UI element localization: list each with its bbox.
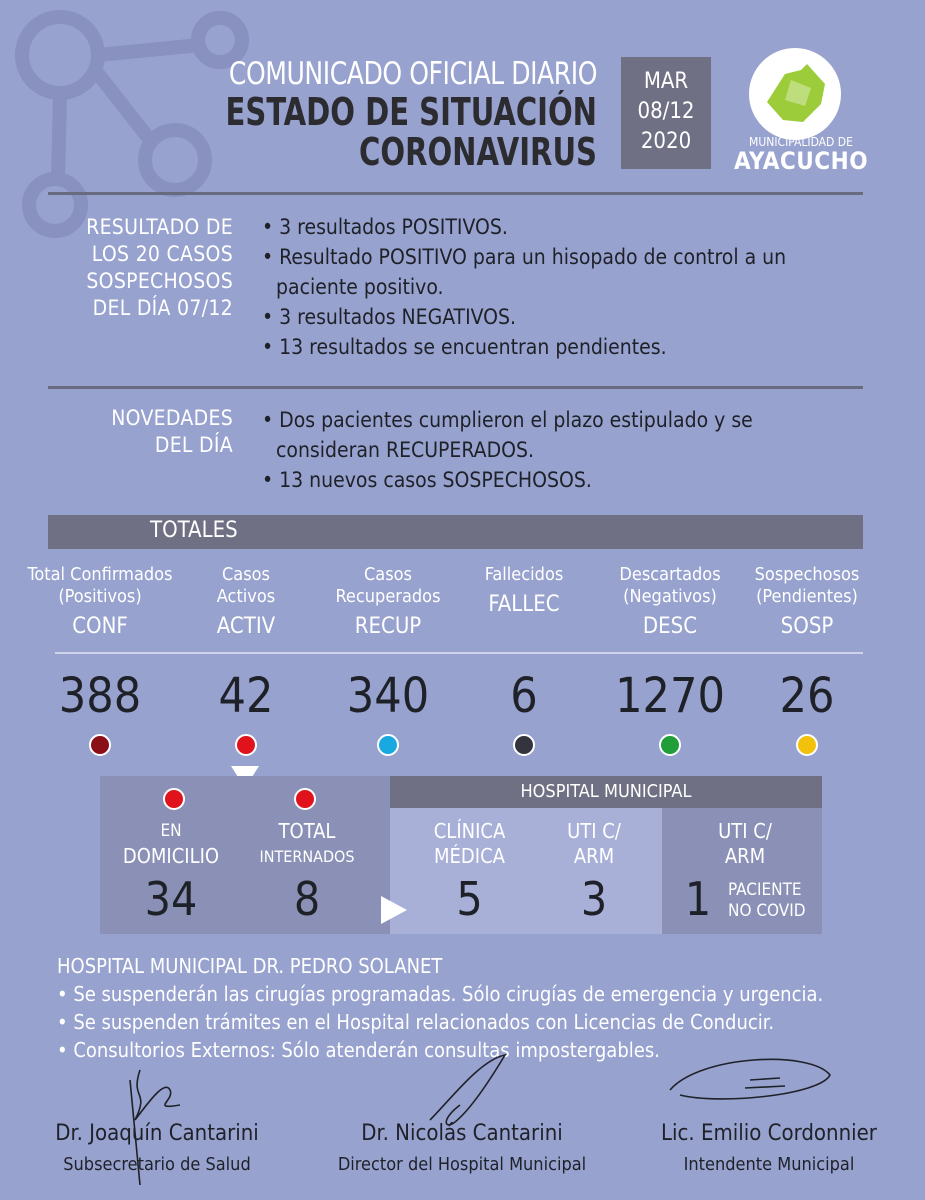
status-dot-icon [235,734,257,756]
total-value: 388 [58,668,142,724]
divider [48,192,863,195]
list-item: • Se suspenden trámites en el Hospital relacionados con Licencias de Conducir. [57,1010,775,1034]
news-label: NOVEDADES DEL DÍA [111,406,233,457]
list-item: • Resultado POSITIVO para un hisopado de control a un paciente positivo. [262,245,787,299]
total-column-sosp [732,564,882,639]
divider [55,652,863,654]
column-label-1: Total Confirmados [27,564,173,585]
date-box: MAR 08/12 2020 [621,57,711,169]
active-dot-icon [294,788,316,810]
active-dot-icon [163,788,185,810]
news-list [262,405,822,495]
signature-name: Dr. Nicolás Cantarini [361,1121,563,1146]
header-subtitle: COMUNICADO OFICIAL DIARIO [228,56,597,92]
column-code: FALLEC [488,592,560,617]
domicilio-label: EN DOMICILIO [122,821,220,868]
internados-label: TOTAL INTERNADOS [259,819,355,866]
total-value: 26 [779,668,835,724]
uti-nocovid-label: UTI C/ ARM [718,819,772,868]
column-code: SOSP [780,614,834,639]
total-column-desc [595,564,745,639]
total-value: 42 [218,668,274,724]
list-item: • 3 resultados POSITIVOS. [262,215,508,239]
uti-label: UTI C/ ARM [567,819,621,868]
hospital-title: HOSPITAL MUNICIPAL DR. PEDRO SOLANET [57,954,443,978]
list-item: • 13 nuevos casos SOSPECHOSOS. [262,468,592,492]
list-item: • Consultorios Externos: Sólo atenderán consultas impostergables. [57,1038,660,1062]
divider [48,386,863,389]
column-label-2: (Negativos) [623,586,717,607]
clinica-label: CLÍNICA MÉDICA [433,819,506,868]
results-label: RESULTADO DE LOS 20 CASOS SOSPECHOSOS DEL DÍA 07/12 [86,215,233,320]
totals-title: TOTALES [150,518,238,543]
column-code: CONF [72,614,128,639]
logo-text-small: MUNICIPALIDAD DE [749,135,853,149]
status-dot-icon [513,734,535,756]
signature-scribble-3 [660,1050,840,1110]
uti-nocovid-value: 1 [684,872,712,926]
signature-scribble-2 [410,1050,520,1130]
status-dot-icon [659,734,681,756]
hospital-notes [57,952,917,1064]
column-label-1: Casos [221,564,270,585]
status-dot-icon [377,734,399,756]
column-label-1: Descartados [619,564,721,585]
uti-nocovid-note: PACIENTE NO COVID [728,880,806,921]
list-item: • 13 resultados se encuentran pendientes. [262,335,667,359]
list-item: • 3 resultados NEGATIVOS. [262,305,517,329]
signature-role: Intendente Municipal [683,1154,855,1175]
total-column-recup [313,564,463,639]
logo-text-big: AYACUCHO [733,147,869,175]
total-column-conf [25,564,175,639]
header-title: ESTADO DE SITUACIÓN CORONAVIRUS [225,90,597,174]
column-label-2: (Pendientes) [756,586,858,607]
column-code: ACTIV [216,614,276,639]
status-dot-icon [796,734,818,756]
list-item: • Se suspenderán las cirugías programadas. Sólo cirugías de emergencia y urgencia. [57,982,824,1006]
total-value: 340 [346,668,430,724]
column-label-2: (Positivos) [58,586,142,607]
hospital-header: HOSPITAL MUNICIPAL [390,776,822,808]
list-item: • Dos pacientes cumplieron el plazo estipulado y se consideran RECUPERADOS. [262,408,753,462]
column-label-1: Sospechosos [754,564,860,585]
total-value: 1270 [615,668,725,724]
column-label-2: Recuperados [335,586,441,607]
uti-value: 3 [580,872,608,926]
results-list [262,212,852,362]
column-label-1: Casos [363,564,412,585]
status-dot-icon [89,734,111,756]
signature-name: Dr. Joaquín Cantarini [55,1121,259,1146]
signature-role: Director del Hospital Municipal [337,1154,587,1175]
signature-name: Lic. Emilio Cordonnier [661,1121,877,1146]
column-label-2: Activos [216,586,276,607]
signature-role: Subsecretario de Salud [63,1154,251,1175]
total-column-activ [171,564,321,639]
column-label-2: Fallecidos [484,564,564,585]
total-value: 6 [510,668,538,724]
column-code: DESC [642,614,698,639]
municipality-logo-icon [745,44,845,144]
internados-value: 8 [293,872,321,926]
clinica-value: 5 [456,872,483,926]
total-column-fallec [449,564,599,617]
domicilio-value: 34 [144,872,198,926]
column-code: RECUP [354,614,422,639]
arrow-right-icon [381,896,407,924]
